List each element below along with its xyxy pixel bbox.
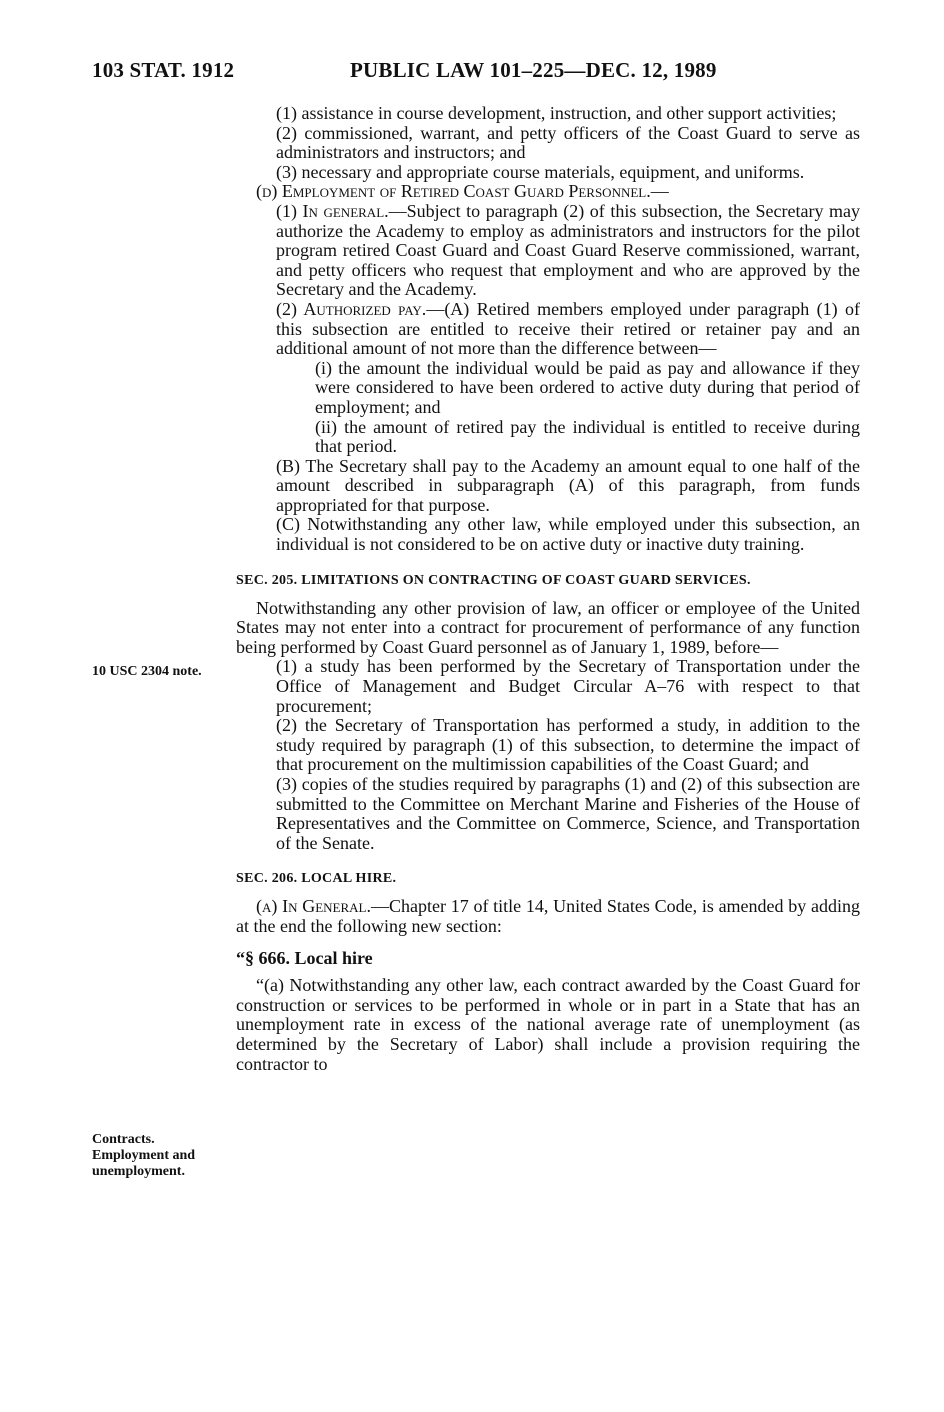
document-body: [236, 104, 860, 1074]
section-666-heading: “§ 666. Local hire: [236, 947, 373, 968]
subsection-d-heading: (d) Employment of Retired Coast Guard Personnel.—: [256, 181, 669, 202]
subparagraph-d2-c: (C) Notwithstanding any other law, while employed under this subsection, an individual is not considered to be on active duty or inactive duty training.: [276, 514, 860, 555]
section-666-a: “(a) Notwithstanding any other law, each contract awarded by the Coast Guard for construction or services to be performed in whole or in part in a State that has an unemployment rate in excess of the national average rate of unemployment (as determined by the Secretary of Labor) shall include a provision requiring the contractor to: [236, 975, 860, 1074]
statute-page-number: 103 STAT. 1912: [92, 58, 235, 82]
paragraph-c2: (2) commissioned, warrant, and petty officers of the Coast Guard to serve as administrators and instructors; and: [276, 122, 860, 163]
d1-heading: (1) In general.: [276, 200, 389, 221]
paragraph-d2: [236, 300, 860, 359]
paragraph-c1: (1) assistance in course development, instruction, and other support activities;: [276, 103, 837, 123]
subparagraph-d2-b: (B) The Secretary shall pay to the Academy an amount equal to one half of the amount described in subparagraph (A) of this paragraph, from funds appropriated for that purpose.: [276, 455, 860, 515]
clause-d2-i: (i) the amount the individual would be paid as pay and allowance if they were considered to have been ordered to active duty during that period of employment; and: [315, 357, 860, 417]
section-206-a: [236, 897, 860, 936]
margin-note-employment-label: Employment and unemployment.: [92, 1148, 196, 1179]
section-206-heading: SEC. 206. LOCAL HIRE.: [236, 871, 397, 887]
section-205-item-3: (3) copies of the studies required by paragraphs (1) and (2) of this subsection are submitted to the Committee on Merchant Marine and Fisheries of the House of Representatives and the Committee on Commerce, Science, and Transportation of the Senate.: [276, 774, 860, 853]
section-205-item-2: (2) the Secretary of Transportation has performed a study, in addition to the study required by paragraph (1) of this subsection, to determine the impact of that procurement on the multimission capabilities of the Coast Guard; and: [276, 715, 860, 775]
paragraph-d1: [236, 202, 860, 300]
d1-text: —Subject to paragraph (2) of this subsection, the Secretary may authorize the Academy to employ as administrators and instructors for the pilot program retired Coast Guard and Coast Guard Reserve commissioned, warrant, and petty officers who request that employment and who are approved by the Secretary and the Academy.: [276, 200, 860, 300]
margin-note-usc: 10 USC 2304 note.: [92, 664, 202, 679]
section-205-intro: Notwithstanding any other provision of law, an officer or employee of the United States may not enter into a contract for procurement of performance of any function being performed by Coast Guard personnel as of January 1, 1989, before—: [236, 597, 860, 657]
page-header: [92, 58, 872, 88]
public-law-title: PUBLIC LAW 101–225—DEC. 12, 1989: [350, 58, 717, 82]
paragraph-c3: (3) necessary and appropriate course materials, equipment, and uniforms.: [276, 161, 805, 182]
d2-heading: (2) Authorized pay.: [276, 298, 427, 319]
s206-a-text: —Chapter 17 of title 14, United States Code, is amended by adding at the end the following new section:: [236, 896, 860, 936]
margin-note-contracts: [92, 1132, 222, 1180]
section-205-item-1: (1) a study has been performed by the Secretary of Transportation under the Office of Management and Budget Circular A–76 with respect to that procurement;: [276, 656, 860, 716]
d2-text: —(A) Retired members employed under paragraph (1) of this subsection are entitled to receive their retired or retainer pay and an additional amount of not more than the difference between—: [276, 298, 860, 359]
clause-d2-ii: (ii) the amount of retired pay the individual is entitled to receive during that period.: [315, 416, 860, 457]
section-205-heading: SEC. 205. LIMITATIONS ON CONTRACTING OF COAST GUARD SERVICES.: [236, 572, 751, 588]
margin-note-contracts-label: Contracts.: [92, 1132, 155, 1147]
s206-a-heading: (a) In General.: [256, 896, 371, 917]
